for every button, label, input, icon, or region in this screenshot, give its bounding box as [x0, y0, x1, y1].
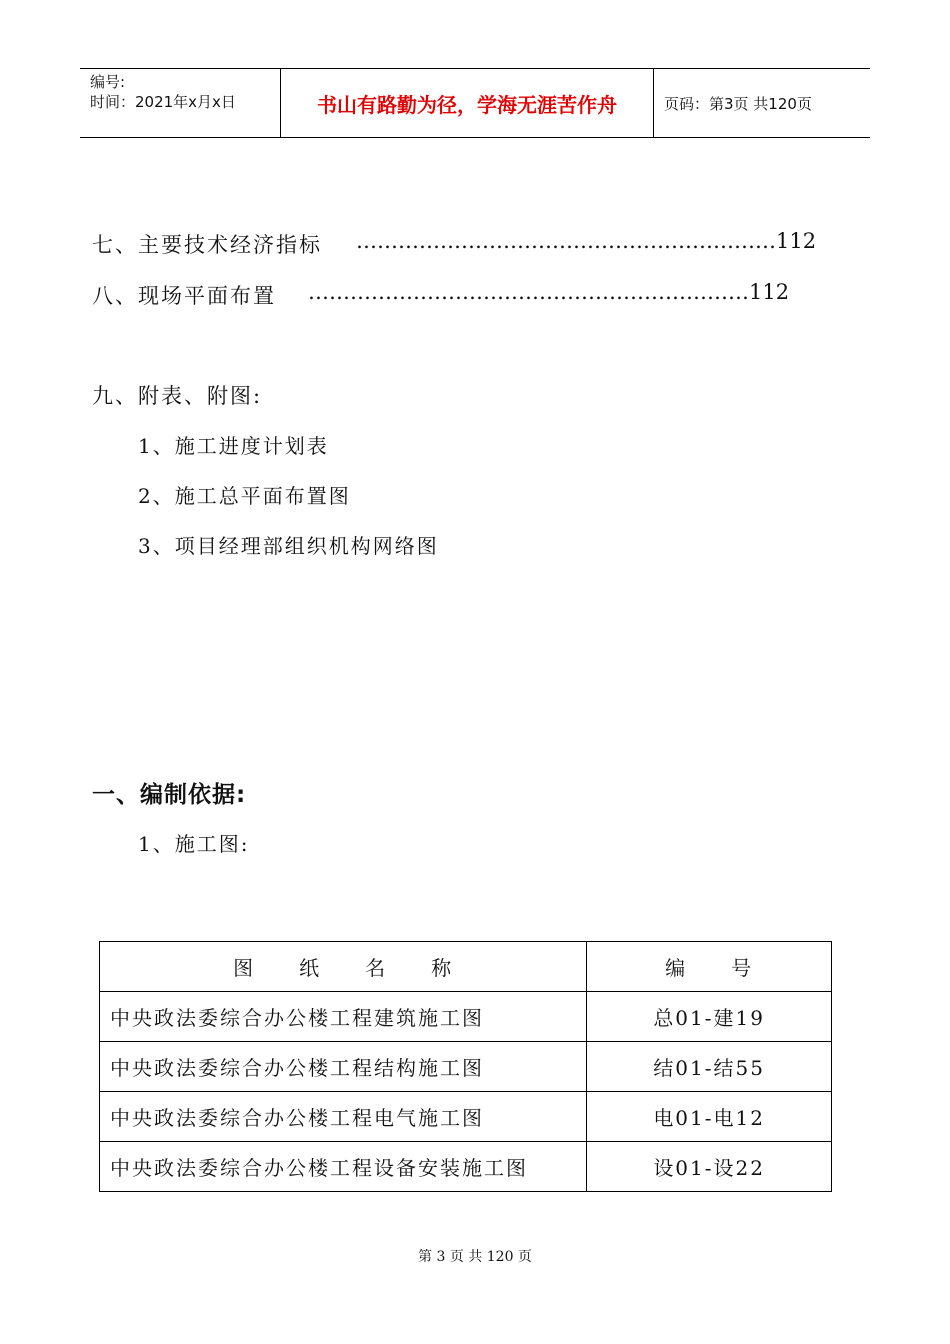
toc-item — [92, 280, 790, 310]
table-header-name: 图 纸 名 称 — [100, 942, 587, 992]
table-header-row — [100, 942, 832, 992]
toc-item-leader: ……………………………………………………112 — [356, 229, 817, 253]
table-row — [100, 1092, 832, 1142]
table-cell-name: 中央政法委综合办公楼工程设备安装施工图 — [100, 1142, 587, 1192]
toc-item — [92, 229, 817, 259]
table-row — [100, 1142, 832, 1192]
header-time-label: 时间：2021年x月x日 — [90, 93, 236, 111]
header-meta — [80, 69, 281, 137]
header-number-label: 编号: — [90, 73, 126, 91]
table-cell-name: 中央政法委综合办公楼工程电气施工图 — [100, 1092, 587, 1142]
section-title: 一、编制依据: — [92, 782, 247, 808]
table-row — [100, 1042, 832, 1092]
page-footer: 第 3 页 共 120 页 — [418, 1249, 532, 1265]
table-header-number: 编 号 — [587, 942, 832, 992]
table-row — [100, 992, 832, 1042]
toc-item-label: 八、现场平面布置 — [92, 284, 276, 308]
toc-item-label: 七、主要技术经济指标 — [92, 233, 322, 257]
table-cell-number: 设01-设22 — [587, 1142, 832, 1192]
drawing-table — [99, 941, 832, 1192]
table-cell-name: 中央政法委综合办公楼工程建筑施工图 — [100, 992, 587, 1042]
table-cell-number: 电01-电12 — [587, 1092, 832, 1142]
header-motto: 书山有路勤为径，学海无涯苦作舟 — [281, 69, 654, 137]
table-cell-number: 总01-建19 — [587, 992, 832, 1042]
toc-item-leader: ………………………………………………………112 — [308, 280, 790, 304]
table-cell-name: 中央政法委综合办公楼工程结构施工图 — [100, 1042, 587, 1092]
appendix-item: 1、施工进度计划表 — [138, 434, 329, 458]
page-header — [80, 68, 870, 138]
appendix-item: 2、施工总平面布置图 — [138, 484, 351, 508]
section-subtitle: 1、施工图: — [138, 832, 250, 856]
appendix-title: 九、附表、附图: — [92, 384, 263, 408]
header-page-info: 页码：第3页 共120页 — [664, 94, 812, 113]
appendix-item: 3、项目经理部组织机构网络图 — [138, 534, 439, 558]
table-cell-number: 结01-结55 — [587, 1042, 832, 1092]
